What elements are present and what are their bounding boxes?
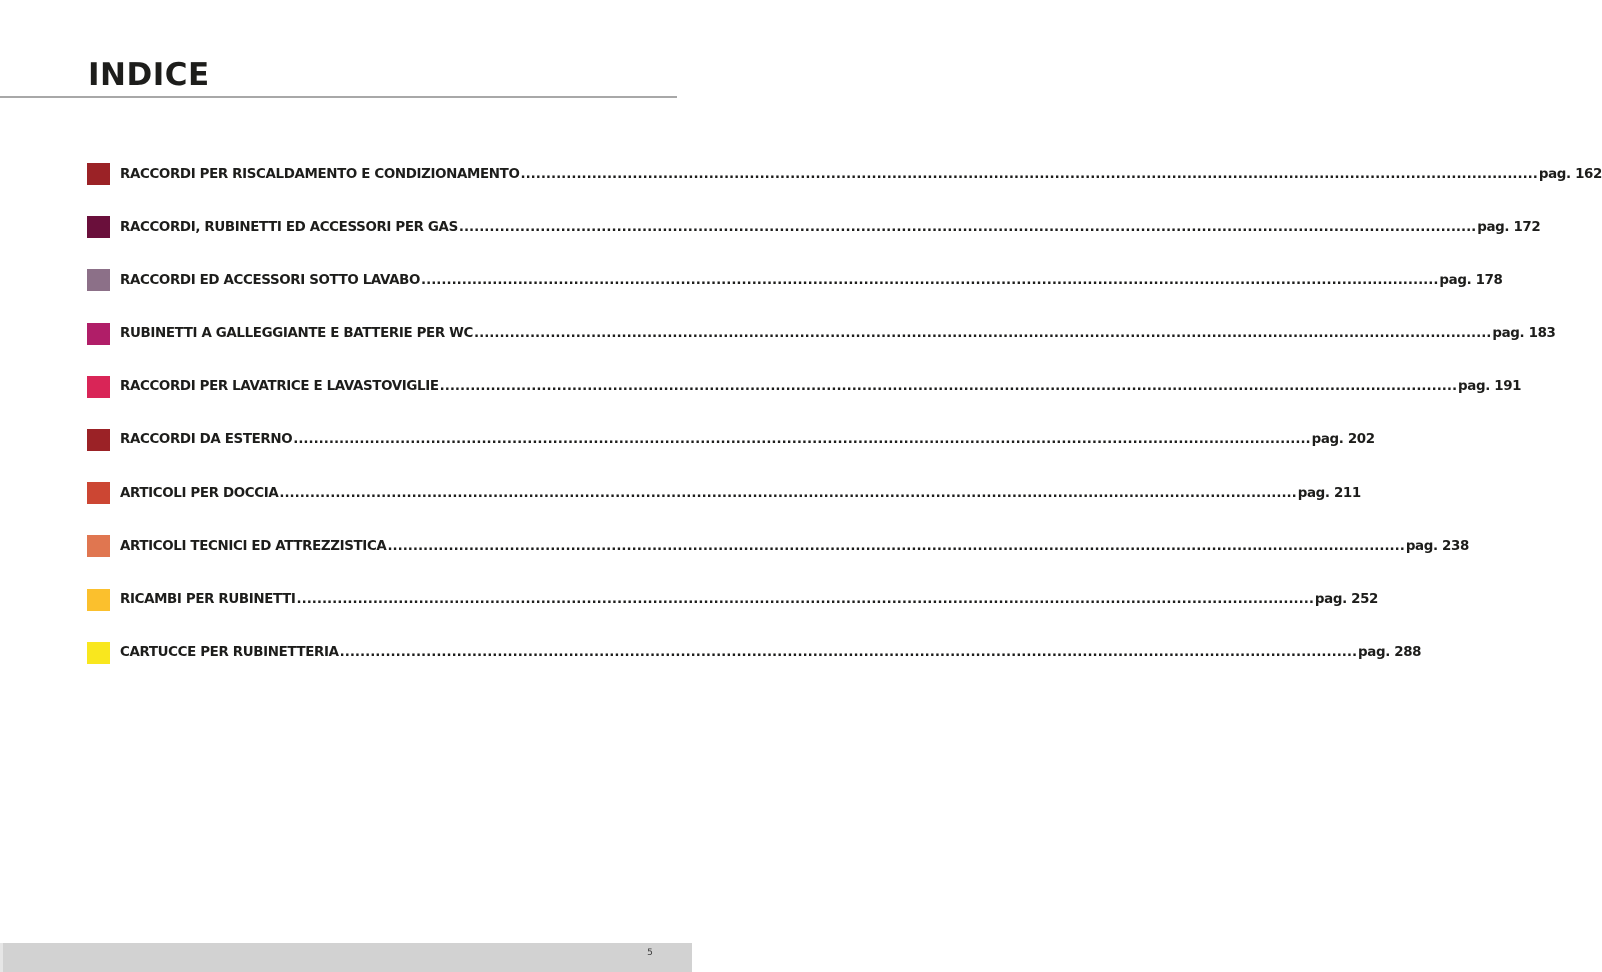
toc-entry-label: RUBINETTI A GALLEGGIANTE E BATTERIE PER WC [120, 326, 474, 342]
toc-entry-label: ARTICOLI PER DOCCIA [120, 485, 279, 501]
section-color-swatch [87, 269, 110, 291]
toc-entry-line [120, 486, 1361, 501]
toc-entry-label: RACCORDI, RUBINETTI ED ACCESSORI PER GAS [120, 219, 458, 235]
dot-leader: ........................................................................................................................................................................................................ [279, 485, 1297, 501]
toc-entry[interactable] [87, 534, 1469, 558]
toc-entry-page: pag. 238 [1405, 538, 1469, 554]
dot-leader: ........................................................................................................................................................................................................ [339, 645, 1358, 661]
section-color-swatch [87, 323, 110, 345]
toc-entry[interactable] [87, 481, 1361, 505]
toc-entry-line [120, 326, 1556, 341]
toc-entry-label: RACCORDI DA ESTERNO [120, 432, 293, 448]
footer-accent [0, 943, 3, 972]
page-title: INDICE [88, 57, 210, 93]
section-color-swatch [87, 535, 110, 557]
toc-entry-page: pag. 288 [1358, 645, 1422, 661]
section-color-swatch [87, 376, 110, 398]
toc-entry-page: pag. 172 [1477, 219, 1541, 235]
toc-entry-page: pag. 162 [1538, 166, 1602, 182]
toc-entry-line [120, 273, 1503, 288]
toc-entry-line [120, 539, 1469, 554]
toc-entry-page: pag. 183 [1492, 326, 1556, 342]
toc-entry-line [120, 432, 1375, 447]
toc-entry-line [120, 379, 1521, 394]
title-divider [0, 96, 677, 98]
dot-leader: ........................................................................................................................................................................................................ [293, 432, 1311, 448]
dot-leader: ........................................................................................................................................................................................................ [474, 326, 1492, 342]
toc-entry-line [120, 220, 1540, 235]
toc-entry-page: pag. 178 [1439, 272, 1503, 288]
toc-entry[interactable] [87, 215, 1541, 239]
toc-entry[interactable] [87, 641, 1422, 665]
toc-entry[interactable] [87, 375, 1522, 399]
toc-entry[interactable] [87, 322, 1556, 346]
dot-leader: ........................................................................................................................................................................................................ [296, 592, 1314, 607]
toc-entry-line [120, 167, 1602, 182]
toc-entry-label: CARTUCCE PER RUBINETTERIA [120, 645, 339, 661]
dot-leader: ........................................................................................................................................................................................................ [387, 538, 1405, 554]
section-color-swatch [87, 589, 110, 611]
toc-entry-page: pag. 211 [1297, 485, 1361, 501]
toc-entry-page: pag. 191 [1458, 379, 1522, 395]
toc-entry-label: RACCORDI PER RISCALDAMENTO E CONDIZIONAMENTO [120, 166, 520, 182]
dot-leader: ........................................................................................................................................................................................................ [421, 272, 1439, 288]
toc-entry-page: pag. 202 [1311, 432, 1375, 448]
toc-entry[interactable] [87, 162, 1602, 186]
toc-entry-label: RACCORDI PER LAVATRICE E LAVASTOVIGLIE [120, 379, 439, 395]
toc-entry-page: pag. 252 [1314, 592, 1379, 607]
toc-entry-line [120, 645, 1421, 660]
section-color-swatch [87, 429, 110, 451]
dot-leader: ........................................................................................................................................................................................................ [439, 379, 1458, 395]
toc-entry-label: RACCORDI ED ACCESSORI SOTTO LAVABO [120, 272, 421, 288]
dot-leader: ........................................................................................................................................................................................................ [458, 219, 1477, 235]
toc-entry-label: RICAMBI PER RUBINETTI [120, 592, 296, 607]
toc-entry-label: ARTICOLI TECNICI ED ATTREZZISTICA [120, 538, 387, 554]
dot-leader: ........................................................................................................................................................................................................ [520, 166, 1538, 182]
toc-entry[interactable] [87, 588, 1379, 612]
table-of-contents [87, 162, 1602, 694]
toc-entry[interactable] [87, 428, 1375, 452]
toc-entry-line [120, 592, 1378, 607]
toc-entry[interactable] [87, 268, 1503, 292]
footer-bar [0, 943, 692, 972]
section-color-swatch [87, 482, 110, 504]
page-number: 5 [647, 948, 653, 958]
section-color-swatch [87, 216, 110, 238]
section-color-swatch [87, 642, 110, 664]
section-color-swatch [87, 163, 110, 185]
